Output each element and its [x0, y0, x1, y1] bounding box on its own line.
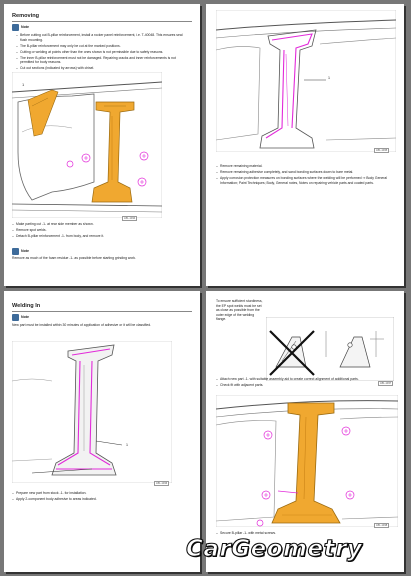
manual-page-1	[4, 4, 200, 286]
watermark-text: CarGeometry	[186, 536, 363, 562]
b-pillar-install-figure	[216, 395, 398, 527]
step-list	[216, 377, 376, 389]
callout-label: 1	[328, 76, 330, 80]
figure-id: A51-1037	[380, 382, 392, 385]
callout-label: 1	[126, 443, 128, 447]
svg-text:1: 1	[22, 82, 25, 87]
step-list	[216, 164, 394, 187]
manual-page-3	[4, 291, 200, 572]
note-label: Note	[21, 249, 29, 253]
note-text: New part must be installed within 30 minutes of application of adhesive or it will be classified.	[12, 323, 152, 327]
heading-divider	[12, 311, 192, 312]
step-item: – Prepare new part from stock -1- for installation.	[12, 491, 190, 496]
step-item: – Secure B-pillar -1- with metal screws.	[216, 531, 336, 536]
note-bullet-list	[16, 33, 188, 72]
note-bullet: – Before cutting out B-pillar reinforcement, install a rocker panel reinforcement, i.e. T-40048. This ensures seal flush mounting.	[16, 33, 188, 42]
step-item: – Make parting cut -1- at rear side member as shown.	[12, 222, 188, 227]
manual-page-2	[206, 4, 404, 286]
watermark-logo	[186, 536, 398, 568]
b-pillar-removal-figure	[12, 72, 162, 218]
intro-text: To ensure sufficient sturdiness, the EP spot welds must be set as close as possible from the outer edge of the welding flange.	[216, 299, 263, 322]
step-item: – Check fit with adjacent parts.	[216, 383, 376, 388]
b-pillar-bare-figure	[216, 10, 396, 152]
figure-id: A51-1035	[376, 149, 388, 152]
step-list	[12, 491, 190, 503]
new-part-figure	[12, 341, 172, 483]
spot-weld-detail-figure	[266, 317, 394, 381]
note-bullet: – The B-pillar reinforcement may only be cut at the marked positions.	[16, 44, 188, 49]
note-bullet: – Cutting or welding at points other than the ones shown is not permissible due to safety reasons.	[16, 50, 188, 55]
figure-id: A51-1038	[376, 524, 388, 527]
section-heading-welding-in: Welding In	[12, 303, 41, 309]
note-icon	[12, 248, 19, 255]
step-item: – Remove remaining adhesive completely, and sand bonding surfaces down to bare metal.	[216, 170, 394, 175]
step-item: – Remove remaining material.	[216, 164, 394, 169]
note-label: Note	[21, 25, 29, 29]
step-item: – Remove spot welds.	[12, 228, 188, 233]
section-heading-removing: Removing	[12, 13, 40, 19]
step-item: – Apply 2-component body adhesive to areas indicated.	[12, 497, 190, 502]
note-label: Note	[21, 315, 29, 319]
step-item: – Attach new part -1- with suitable assembly aid to create correct alignment of additional parts.	[216, 377, 376, 382]
note-icon	[12, 314, 19, 321]
figure-id: A51-1034	[124, 217, 136, 220]
note-bullet: – The inner B-pillar reinforcement must not be damaged. Repairing cracks and inner reinforcements is not permitted for body reasons.	[16, 56, 188, 65]
heading-divider	[12, 21, 192, 22]
manual-page-4	[206, 291, 404, 572]
note-icon	[12, 24, 19, 31]
step-item: – Apply corrosion protection measures on bonding surfaces where the welding will be performed ⇒ Body General Information; Paint Techniques; Body, General notes, Notes on repairing vehicle parts and coated parts.	[216, 176, 394, 185]
note-text: Remove as much of the foam residue -1- as possible before starting grinding work.	[12, 256, 137, 260]
step-list	[12, 222, 188, 240]
note-bullet: – Cut out sections (indicated by arrows) with chisel.	[16, 66, 188, 71]
step-item: – Detach B-pillar reinforcement -1- from body, and remove it.	[12, 234, 188, 239]
figure-id: A51-1036	[156, 482, 168, 485]
